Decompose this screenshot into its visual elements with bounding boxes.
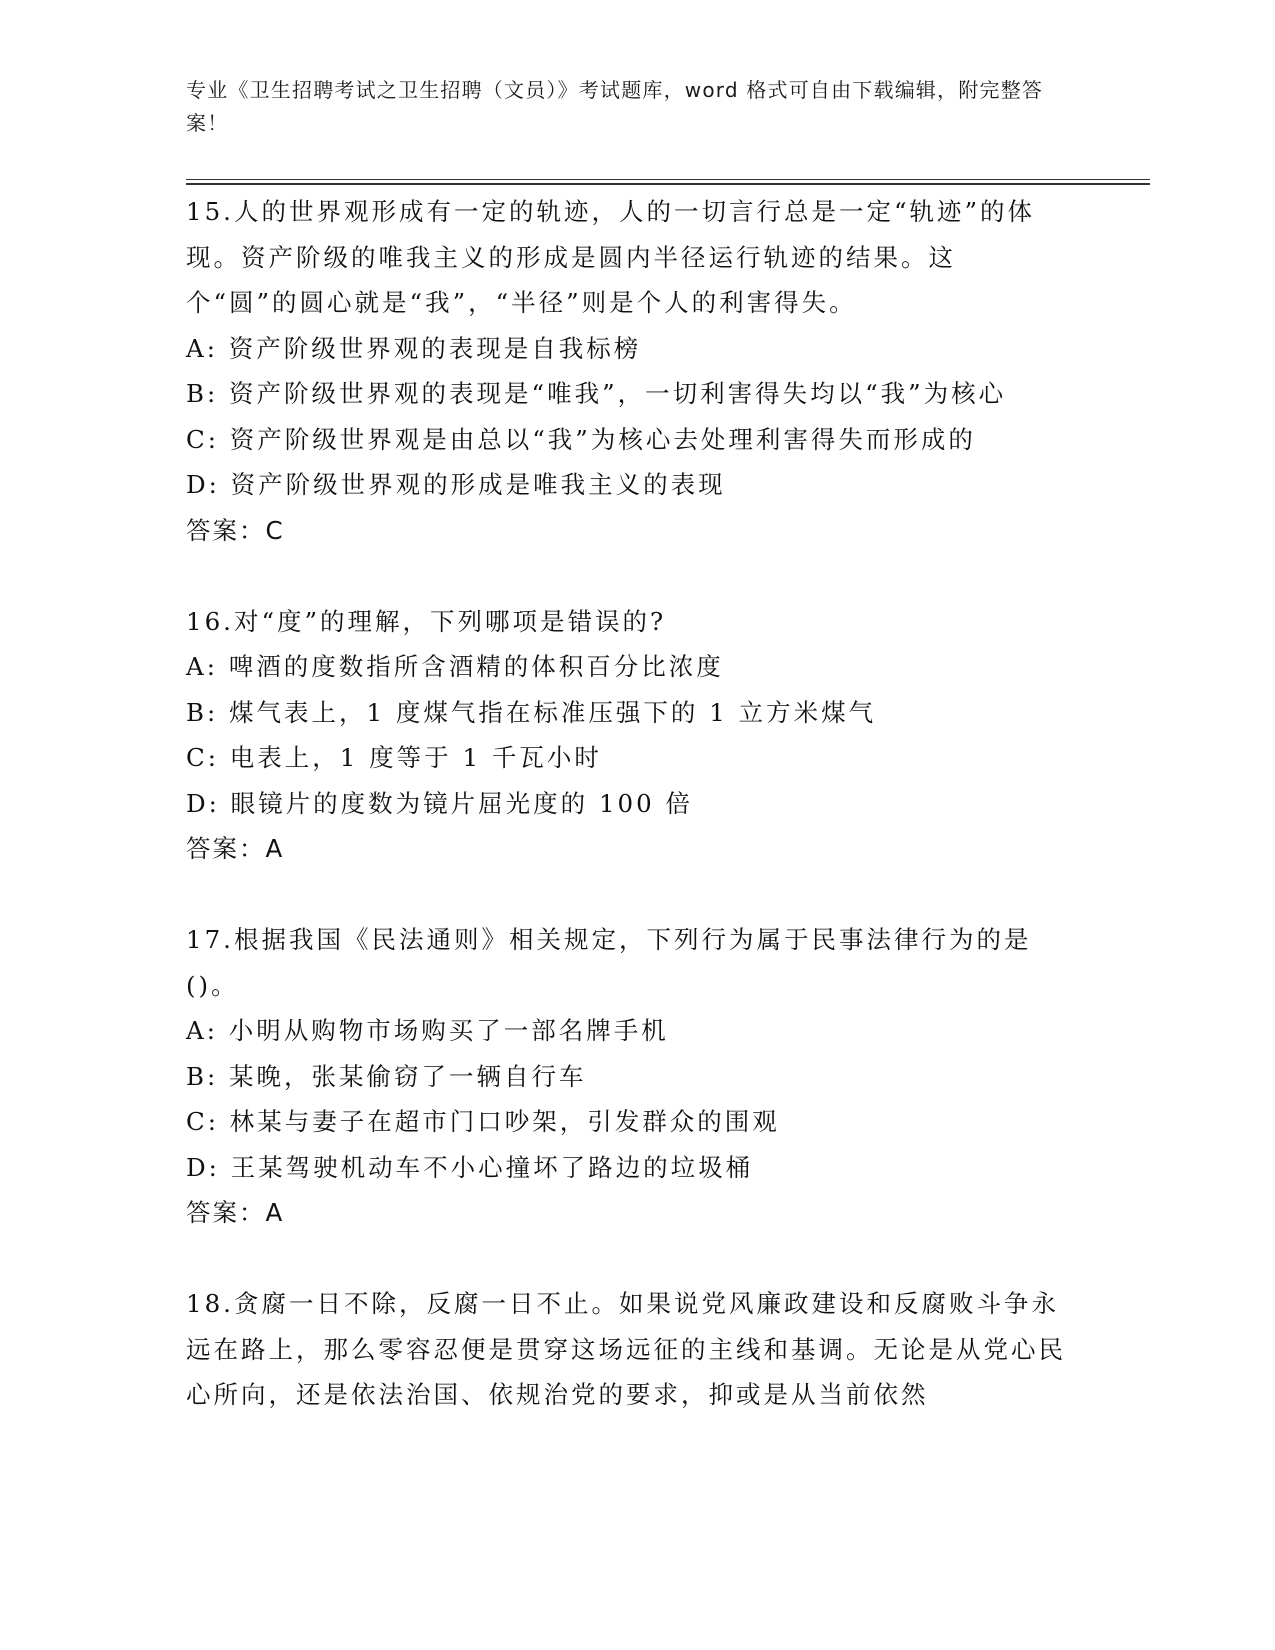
question-16 — [186, 599, 1066, 872]
option-c: C: 林某与妻子在超市门口吵架，引发群众的围观 — [186, 1107, 780, 1136]
option-b: B: 某晚，张某偷窃了一辆自行车 — [186, 1061, 587, 1091]
question-stem: 17.根据我国《民法通则》相关规定，下列行为属于民事法律行为的是()。 — [186, 925, 1032, 1000]
option-b: B: 资产阶级世界观的表现是“唯我”，一切利害得失均以“我”为核心 — [186, 379, 1007, 408]
question-18 — [186, 1281, 1066, 1418]
question-stem: 18.贪腐一日不除，反腐一日不止。如果说党风廉政建设和反腐败斗争永远在路上，那么零容忍便是贯穿这场远征的主线和基调。无论是从党心民心所向，还是依法治国、依规治党的要求，抑或是从当前依然 — [186, 1289, 1066, 1409]
answer-line: 答案：A — [186, 1198, 285, 1227]
question-list — [186, 189, 1066, 1418]
answer-line: 答案：C — [186, 515, 285, 545]
answer-line: 答案：A — [186, 834, 285, 863]
question-stem: 15.人的世界观形成有一定的轨迹，人的一切言行总是一定“轨迹”的体现。资产阶级的唯我主义的形成是圆内半径运行轨迹的结果。这个“圆”的圆心就是“我”，“半径”则是个人的利害得失。 — [186, 197, 1036, 317]
option-b: B: 煤气表上，1 度煤气指在标准压强下的 1 立方米煤气 — [186, 697, 877, 727]
option-a: A: 啤酒的度数指所含酒精的体积百分比浓度 — [186, 652, 724, 681]
option-d: D: 王某驾驶机动车不小心撞坏了路边的垃圾桶 — [186, 1152, 754, 1182]
option-c: C: 电表上，1 度等于 1 千瓦小时 — [186, 743, 602, 772]
header-divider-thick — [186, 183, 1150, 185]
document-header: 专业《卫生招聘考试之卫生招聘（文员）》考试题库，word 格式可自由下载编辑，附完整答案！ — [186, 78, 1044, 135]
option-c: C: 资产阶级世界观是由总以“我”为核心去处理利害得失而形成的 — [186, 424, 976, 454]
question-stem: 16.对“度”的理解，下列哪项是错误的? — [186, 606, 667, 636]
option-a: A: 小明从购物市场购买了一部名牌手机 — [186, 1016, 669, 1045]
option-d: D: 眼镜片的度数为镜片屈光度的 100 倍 — [186, 788, 694, 818]
option-d: D: 资产阶级世界观的形成是唯我主义的表现 — [186, 470, 726, 499]
question-17 — [186, 917, 1066, 1236]
question-15 — [186, 189, 1066, 553]
option-a: A: 资产阶级世界观的表现是自我标榜 — [186, 333, 642, 363]
header-divider-thin — [186, 179, 1150, 180]
